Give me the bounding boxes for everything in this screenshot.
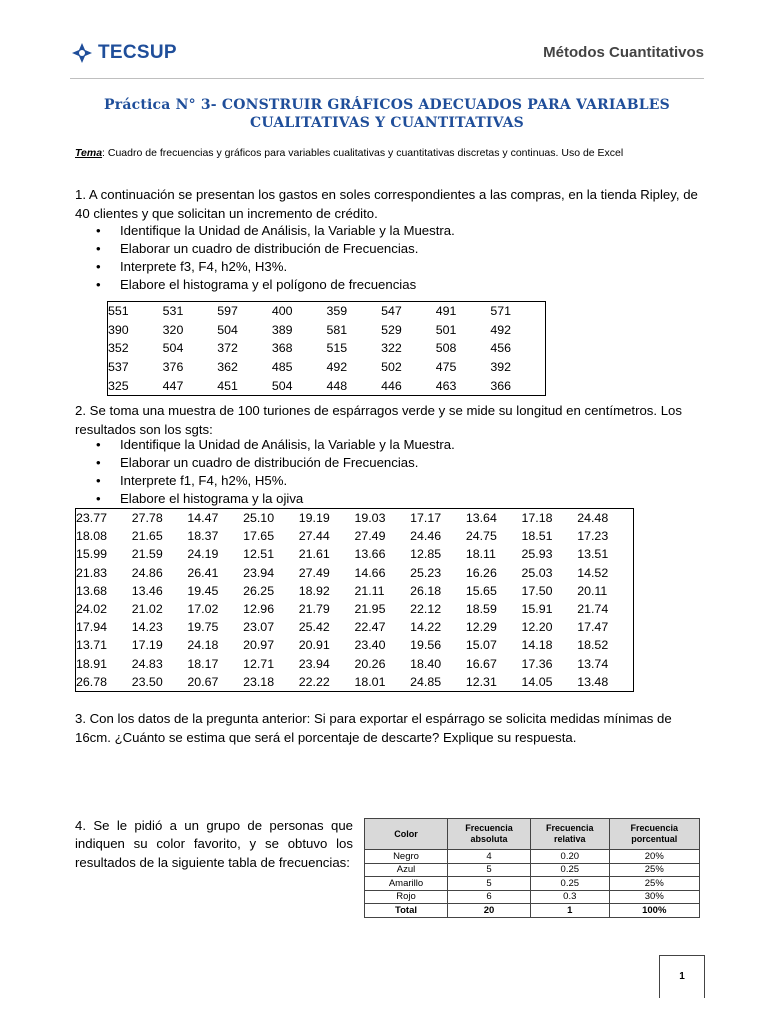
table-cell: 17.50 (521, 583, 553, 598)
table-cell: 17.65 (243, 529, 275, 544)
table-header-row (365, 819, 700, 850)
table-cell: 451 (217, 378, 238, 393)
table-cell: 17.02 (187, 602, 219, 617)
table-cell: 15.07 (465, 638, 497, 653)
table-row (365, 890, 700, 904)
table-cell: 531 (162, 304, 184, 319)
table-cell: Negro (365, 850, 448, 864)
table-cell: Amarillo (365, 877, 448, 891)
table-cell: 24.02 (76, 602, 108, 617)
question-2-bullets (96, 436, 455, 508)
table-cell: 24.19 (187, 547, 219, 562)
table-cell: 24.86 (131, 565, 163, 580)
table-cell: 14.52 (577, 565, 609, 580)
page-number: 1 (659, 955, 705, 998)
table-row (76, 545, 634, 563)
table-cell: 492 (326, 360, 348, 375)
table-cell: 13.66 (354, 547, 386, 562)
table-cell: 12.51 (243, 547, 275, 562)
table-cell: 21.74 (577, 602, 609, 617)
table-cell: 447 (162, 378, 184, 393)
table-cell: 22.12 (410, 602, 442, 617)
table-cell: 502 (381, 360, 402, 375)
table-cell: 18.08 (76, 529, 108, 544)
table-cell: 325 (108, 378, 129, 393)
table-cell: 18.59 (465, 602, 497, 617)
table-cell: 20.67 (187, 674, 219, 689)
tecsup-logo (72, 42, 177, 64)
table-row (108, 358, 546, 377)
table-cell: 366 (490, 378, 511, 393)
table-cell: 400 (271, 304, 293, 319)
table-row (365, 877, 700, 891)
table-cell: 14.23 (131, 620, 163, 635)
table-cell: 389 (271, 322, 293, 337)
table-cell: 390 (108, 322, 129, 337)
table-cell: 21.61 (298, 547, 330, 562)
bullet-item: • Identifique la Unidad de Análisis, la Variable y la Muestra. (96, 222, 455, 240)
table-cell: 0.20 (531, 850, 610, 864)
tema-line (75, 147, 623, 159)
table-cell: 18.51 (521, 529, 553, 544)
table-cell: 25.93 (521, 547, 553, 562)
table-row (76, 564, 634, 582)
table-cell: 12.71 (243, 656, 275, 671)
page-title (80, 96, 694, 132)
table-cell: 14.05 (521, 674, 553, 689)
table-cell: 22.47 (354, 620, 386, 635)
table-cell: 19.75 (187, 620, 219, 635)
table-cell: 18.92 (298, 583, 330, 598)
question-1-text: 1. A continuación se presentan los gastos en soles correspondientes a las compras, en la tienda Ripley, de 40 clientes y que solicitan un incremento de crédito. (75, 187, 698, 221)
bullet-item: • Elabore el histograma y el polígono de frecuencias (96, 276, 455, 294)
table-cell: 508 (435, 341, 457, 356)
table-cell: 14.22 (410, 620, 442, 635)
table-cell: 25% (609, 863, 699, 877)
table-cell: 16.67 (465, 656, 497, 671)
table-cell: 0.25 (531, 877, 610, 891)
table-cell: 504 (271, 378, 293, 393)
table-cell: 18.52 (577, 638, 609, 653)
table-cell: 475 (435, 360, 457, 375)
table-cell: Azul (365, 863, 448, 877)
table-cell: 27.49 (354, 529, 386, 544)
table-cell: 529 (381, 322, 402, 337)
table-cell: 376 (162, 360, 184, 375)
title-line-2: CUALITATIVAS Y CUANTITATIVAS (250, 115, 524, 131)
table-cell: 18.11 (465, 547, 496, 562)
table-row (108, 376, 546, 395)
table-cell: 12.20 (521, 620, 553, 635)
table-cell: 4 (448, 850, 531, 864)
table-cell: 12.31 (465, 674, 497, 689)
header-percent: Frecuencia porcentual (609, 819, 699, 850)
table-cell: 352 (108, 341, 129, 356)
table-cell: 26.78 (76, 674, 108, 689)
table-cell: 504 (162, 341, 184, 356)
table-cell: 21.83 (76, 565, 108, 580)
table-cell: 19.19 (298, 511, 330, 526)
table-cell: 504 (217, 322, 238, 337)
table-cell: 501 (435, 322, 457, 337)
table-cell: 597 (217, 304, 238, 319)
table-cell: 12.96 (243, 602, 275, 617)
table-cell: 21.79 (298, 602, 330, 617)
expenses-table (107, 301, 546, 396)
table-cell: 14.66 (354, 565, 386, 580)
table-cell: 23.77 (76, 511, 108, 526)
table-row (108, 339, 546, 358)
table-cell: 0.3 (531, 890, 610, 904)
table-cell: 320 (162, 322, 184, 337)
table-cell: 21.95 (354, 602, 386, 617)
table-cell: 24.85 (410, 674, 442, 689)
table-cell: 17.36 (521, 656, 553, 671)
table-cell: 491 (435, 304, 457, 319)
table-row (76, 600, 634, 618)
table-cell: 20 (448, 904, 531, 918)
table-cell: 12.85 (410, 547, 442, 562)
table-row (76, 655, 634, 673)
table-cell: 448 (326, 378, 348, 393)
table-cell: 24.48 (577, 511, 609, 526)
table-cell: 492 (490, 322, 511, 337)
table-cell: 25.23 (410, 565, 442, 580)
tema-label: Tema (75, 147, 103, 159)
bullet-item: • Interprete f1, F4, h2%, H5%. (96, 472, 455, 490)
table-total-row (365, 904, 700, 918)
table-cell: 25.10 (243, 511, 275, 526)
table-cell: 25.03 (521, 565, 553, 580)
table-cell: 322 (381, 341, 402, 356)
table-cell: 24.75 (465, 529, 497, 544)
table-cell: 26.25 (243, 583, 275, 598)
table-cell: 19.45 (187, 583, 219, 598)
table-cell: 21.02 (131, 602, 163, 617)
header-absolute: Frecuencia absoluta (448, 819, 531, 850)
table-cell: 21.11 (354, 583, 385, 598)
bullet-item: • Identifique la Unidad de Análisis, la Variable y la Muestra. (96, 436, 455, 454)
table-cell: 27.78 (131, 511, 163, 526)
bullet-item: • Elaborar un cuadro de distribución de Frecuencias. (96, 240, 455, 258)
table-row (76, 582, 634, 600)
table-cell: Rojo (365, 890, 448, 904)
table-cell: 15.99 (76, 547, 108, 562)
table-cell: 18.37 (187, 529, 219, 544)
table-cell: 17.17 (410, 511, 442, 526)
logo-text: TECSUP (98, 42, 177, 63)
table-cell: 30% (609, 890, 699, 904)
table-cell: 25.42 (298, 620, 330, 635)
header-divider (70, 78, 704, 79)
table-cell: 5 (448, 877, 531, 891)
table-cell: 14.18 (521, 638, 553, 653)
table-cell: 23.07 (243, 620, 275, 635)
table-cell: 22.22 (298, 674, 330, 689)
tema-text: : Cuadro de frecuencias y gráficos para variables cualitativas y cuantitativas discretas y continuas. Uso de Excel (102, 147, 624, 159)
table-cell: 13.68 (76, 583, 108, 598)
table-cell: 26.18 (410, 583, 442, 598)
table-cell: 13.48 (577, 674, 609, 689)
table-row (76, 636, 634, 654)
table-cell: 27.44 (298, 529, 330, 544)
table-row (108, 302, 546, 321)
table-cell: 571 (490, 304, 511, 319)
table-cell: 16.26 (465, 565, 497, 580)
bullet-item: • Elabore el histograma y la ojiva (96, 490, 455, 508)
table-cell: 23.94 (298, 656, 330, 671)
question-2-text: 2. Se toma una muestra de 100 turiones de espárragos verde y se mide su longitud en centímetros. Los resultados son los sgts: (75, 403, 682, 437)
table-cell: 19.56 (410, 638, 442, 653)
table-cell: 100% (609, 904, 699, 918)
tecsup-logo-icon (72, 43, 92, 63)
question-4-text: 4. Se le pidió a un grupo de personas que indiquen su color favorito, y se obtuvo los resultados de la siguiente tabla de frecuencias: (75, 818, 353, 870)
table-cell: 18.17 (187, 656, 219, 671)
table-cell: 5 (448, 863, 531, 877)
table-cell: 24.46 (410, 529, 442, 544)
table-cell: 372 (217, 341, 238, 356)
table-cell: 15.91 (521, 602, 553, 617)
table-cell: 1 (531, 904, 610, 918)
table-cell: 463 (435, 378, 457, 393)
table-cell: 17.47 (577, 620, 609, 635)
table-cell: 15.65 (465, 583, 497, 598)
table-cell: 25% (609, 877, 699, 891)
table-cell: 17.19 (131, 638, 163, 653)
table-cell: 515 (326, 341, 348, 356)
table-cell: 23.18 (243, 674, 275, 689)
table-row (76, 527, 634, 545)
table-cell: 12.29 (465, 620, 497, 635)
table-cell: 26.41 (187, 565, 219, 580)
table-row (365, 863, 700, 877)
table-cell: 362 (217, 360, 238, 375)
table-cell: 14.47 (187, 511, 219, 526)
table-cell: 6 (448, 890, 531, 904)
table-cell: 13.51 (577, 547, 609, 562)
header-color: Color (365, 819, 448, 850)
table-cell: 537 (108, 360, 129, 375)
table-cell: 581 (326, 322, 348, 337)
table-cell: 17.18 (521, 511, 553, 526)
title-line-1: Práctica N° 3- CONSTRUIR GRÁFICOS ADECUADOS PARA VARIABLES (104, 97, 670, 113)
table-cell: 13.46 (131, 583, 163, 598)
table-cell: 20.26 (354, 656, 386, 671)
table-cell: 20% (609, 850, 699, 864)
table-cell: 359 (326, 304, 348, 319)
asparagus-table (75, 508, 634, 692)
table-cell: 24.83 (131, 656, 163, 671)
table-cell: 392 (490, 360, 511, 375)
table-cell: 551 (108, 304, 129, 319)
table-cell: 20.11 (577, 583, 608, 598)
table-cell: 17.94 (76, 620, 108, 635)
table-row (365, 850, 700, 864)
table-cell: 20.91 (298, 638, 330, 653)
table-cell: 17.23 (577, 529, 609, 544)
table-cell: 23.94 (243, 565, 275, 580)
table-cell: 18.01 (354, 674, 386, 689)
table-cell: 456 (490, 341, 511, 356)
table-cell: 19.03 (354, 511, 386, 526)
table-cell: 23.40 (354, 638, 386, 653)
table-cell: 18.91 (76, 656, 108, 671)
table-cell: 13.71 (76, 638, 108, 653)
question-3-text: 3. Con los datos de la pregunta anterior: Si para exportar el espárrago se solicita medidas mínimas de 16cm. ¿Cuánto se estima que será el porcentaje de descarte? Explique su respuesta. (75, 711, 672, 745)
subject-title: Métodos Cuantitativos (543, 44, 704, 61)
table-cell: 23.50 (131, 674, 163, 689)
header-relative: Frecuencia relativa (531, 819, 610, 850)
bullet-item: • Interprete f3, F4, h2%, H3%. (96, 258, 455, 276)
table-cell: 27.49 (298, 565, 330, 580)
table-cell: 446 (381, 378, 402, 393)
table-cell: 13.74 (577, 656, 609, 671)
table-cell: 20.97 (243, 638, 275, 653)
table-cell: 485 (271, 360, 293, 375)
table-cell: 21.59 (131, 547, 163, 562)
table-cell: 368 (271, 341, 293, 356)
table-cell: 0.25 (531, 863, 610, 877)
table-cell: Total (365, 904, 448, 918)
question-1-bullets (96, 222, 455, 294)
color-frequency-table (364, 818, 700, 918)
table-cell: 18.40 (410, 656, 442, 671)
table-row (76, 509, 634, 528)
table-row (76, 618, 634, 636)
table-cell: 21.65 (131, 529, 163, 544)
table-row (76, 673, 634, 692)
table-row (108, 321, 546, 340)
table-cell: 13.64 (465, 511, 497, 526)
table-cell: 547 (381, 304, 402, 319)
table-cell: 24.18 (187, 638, 219, 653)
bullet-item: • Elaborar un cuadro de distribución de Frecuencias. (96, 454, 455, 472)
